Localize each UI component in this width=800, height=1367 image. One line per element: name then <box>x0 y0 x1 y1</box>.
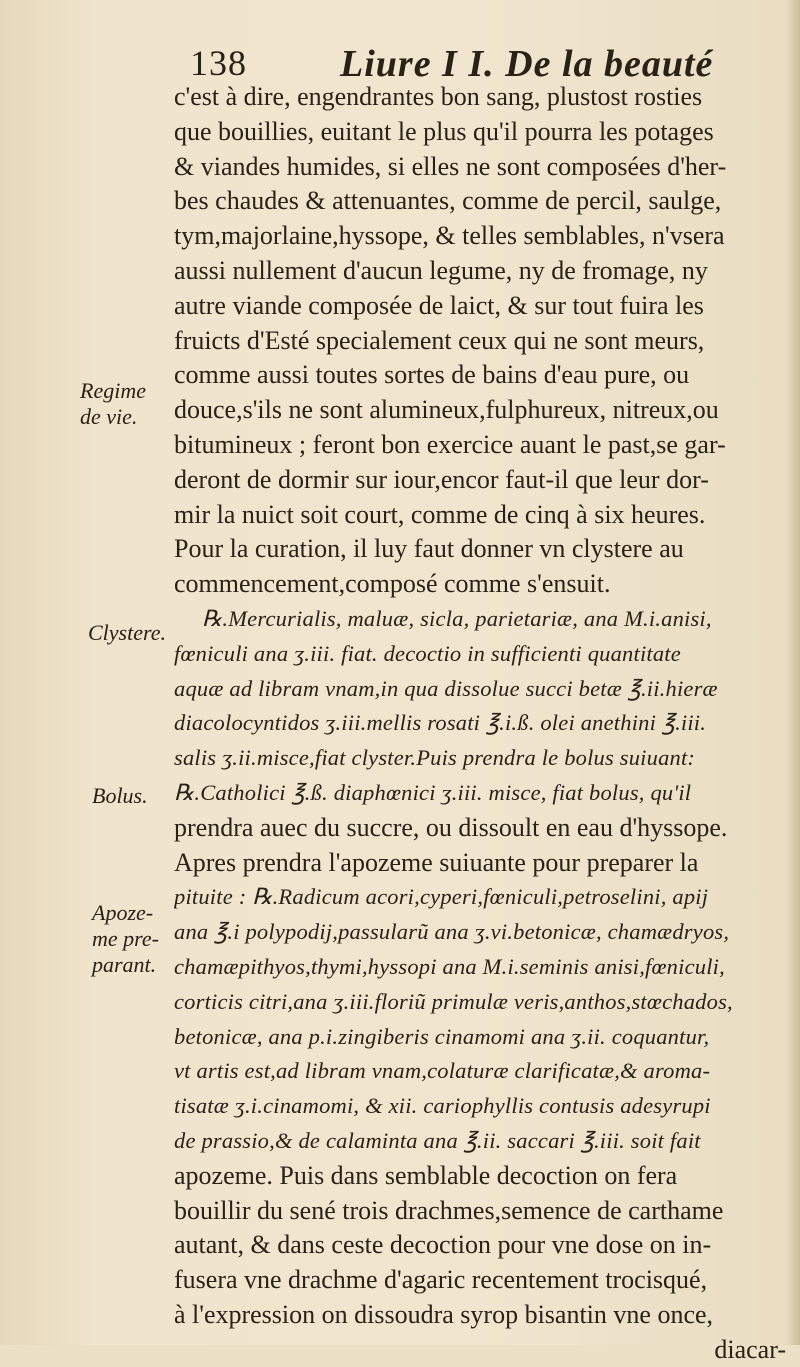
text-line: commencement,composé comme s'ensuit. <box>174 569 611 599</box>
margin-note-line: me pre- <box>92 926 159 951</box>
margin-note-regime <box>80 378 180 430</box>
text-line: comme aussi toutes sortes de bains d'eau pure, ou <box>174 360 690 390</box>
text-line-italic: chamæpithyos,thymi,hyssopi ana M.i.seminis anisi,fœniculi, <box>174 953 725 979</box>
text-line-italic: betonicæ, ana p.i.zingiberis cinamomi ana ʒ.ii. coquantur, <box>174 1023 710 1049</box>
text-line: à l'expression on dissoudra syrop bisantin vne once, <box>174 1299 714 1329</box>
text-line-italic: fœniculi ana ʒ.iii. fiat. decoctio in sufficienti quantitate <box>174 640 681 666</box>
page-number: 138 <box>190 43 247 83</box>
text-line: que bouillies, euitant le plus qu'il pourra les potages <box>174 116 714 146</box>
text-line-italic: aquæ ad libram vnam,in qua dissolue succi betæ ℥.ii.hieræ <box>174 675 718 701</box>
text-line: autant, & dans ceste decoction pour vne dose on in- <box>174 1230 712 1260</box>
text-line: douce,s'ils ne sont alumineux,fulphureux, nitreux,ou <box>174 395 719 425</box>
text-line: bitumineux ; feront bon exercice auant le past,se gar- <box>174 429 726 459</box>
margin-note-line: de vie. <box>80 404 138 429</box>
text-line-italic: corticis citri,ana ʒ.iii.floriũ primulæ veris,anthos,stœchados, <box>174 988 733 1014</box>
body-text <box>174 80 794 1367</box>
margin-note-line: Apoze- <box>92 900 154 925</box>
text-line: bouillir du sené trois drachmes,semence de carthame <box>174 1195 724 1225</box>
text-line: Apres prendra l'apozeme suiuante pour preparer la <box>174 847 699 877</box>
text-line-italic: ℞.Catholici ℥.ß. diaphœnici ʒ.iii. misce, fiat bolus, qu'il <box>174 779 692 805</box>
text-line-italic: pituite : ℞.Radicum acori,cyperi,fœniculi,petroselini, apij <box>174 884 709 910</box>
catchword: diacar- <box>714 1334 786 1364</box>
text-line: deront de dormir sur iour,encor faut-il que leur dor- <box>174 464 709 494</box>
margin-note-line: parant. <box>92 952 157 977</box>
text-line: prendra auec du succre, ou dissoult en eau d'hyssope. <box>174 812 728 842</box>
text-line: apozeme. Puis dans semblable decoction on fera <box>174 1160 678 1190</box>
text-line: autre viande composée de laict, & sur tout fuira les <box>174 290 704 320</box>
text-line: & viandes humides, si elles ne sont composées d'her- <box>174 151 727 181</box>
text-line: Pour la curation, il luy faut donner vn clystere au <box>174 534 684 564</box>
text-line-italic: tisatæ ʒ.i.cinamomi, & xii. cariophyllis contusis adesyrupi <box>174 1093 711 1119</box>
margin-note-line: Clystere. <box>88 620 166 645</box>
running-title: Liure I I. De la beauté <box>340 43 714 85</box>
text-line-italic: ℞.Mercurialis, maluæ, sicla, parietariæ, ana M.i.anisi, <box>202 605 712 631</box>
text-line: aussi nullement d'aucun legume, ny de fromage, ny <box>174 255 708 285</box>
text-line: mir la nuict soit court, comme de cinq à six heures. <box>174 499 706 529</box>
text-line: c'est à dire, engendrantes bon sang, plustost rosties <box>174 82 703 111</box>
text-line-italic: de prassio,& de calaminta ana ℥.ii. saccari ℥.iii. soit fait <box>174 1127 701 1153</box>
margin-note-clystere <box>88 620 188 646</box>
margin-note-line: Bolus. <box>92 783 148 808</box>
text-line: tym,majorlaine,hyssope, & telles semblables, n'vsera <box>174 221 725 251</box>
text-line: fusera vne drachme d'agaric recentement trocisqué, <box>174 1265 708 1295</box>
text-line-italic: salis ʒ.ii.misce,fiat clyster.Puis prendra le bolus suiuant: <box>174 745 696 771</box>
margin-note-line: Regime <box>80 378 146 403</box>
text-line: bes chaudes & attenuantes, comme de percil, saulge, <box>174 186 722 216</box>
text-line-italic: ana ℥.i polypodij,passularũ ana ʒ.vi.betonicæ, chamædryos, <box>174 919 730 945</box>
text-line-italic: diacolocyntidos ʒ.iii.mellis rosati ℥.i.ß. olei anethini ℥.iii. <box>174 710 707 736</box>
text-line: fruicts d'Esté specialement ceux qui ne sont meurs, <box>174 325 705 355</box>
text-line-italic: vt artis est,ad libram vnam,colaturæ clarificatæ,& aroma- <box>174 1058 711 1084</box>
